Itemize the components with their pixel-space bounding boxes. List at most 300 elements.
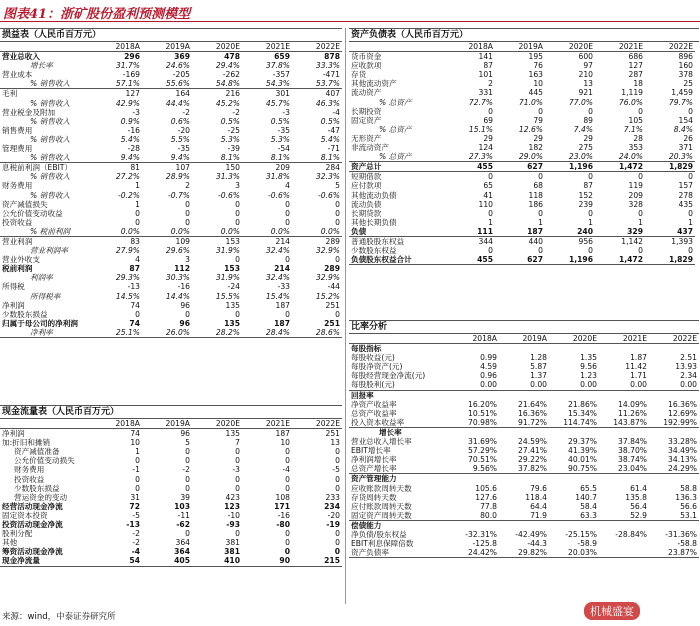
cell-value: 37.82% <box>499 464 549 474</box>
cell-value: 353 <box>628 143 643 153</box>
cell-value: 14.09% <box>618 399 647 409</box>
table-row <box>349 409 699 418</box>
row-label: % 销售收入 <box>30 190 71 200</box>
cell-value: 0 <box>185 483 190 493</box>
year-header-row <box>0 419 342 429</box>
cell-value: 21.86% <box>568 399 597 409</box>
cell-value: -20 <box>327 510 340 520</box>
cell-value: 0 <box>285 199 290 209</box>
cell-value: 29 <box>533 133 543 143</box>
cell-value: 0.0% <box>192 227 242 237</box>
cell-value: 1.35 <box>580 353 597 363</box>
balance-header <box>349 28 699 42</box>
cell-value: 0 <box>185 309 190 319</box>
cell-value: 0 <box>638 106 643 116</box>
header-blank <box>349 42 445 52</box>
cell-value: 38.74% <box>618 455 647 465</box>
row-label: 每股股利(元) <box>349 380 449 390</box>
table-row <box>349 418 699 428</box>
cell-value: 1,393 <box>671 236 693 246</box>
row-label: 每股经营现金净流(元) <box>351 371 426 381</box>
cell-value: 77.0% <box>568 97 593 107</box>
cell-value: 0 <box>285 208 290 218</box>
cell-value: -4 <box>282 465 290 475</box>
cell-value: -2 <box>182 465 190 475</box>
cell-value: 878 <box>324 52 340 62</box>
cell-value: 87 <box>129 264 140 274</box>
cell-value: 296 <box>124 52 140 62</box>
cell-value: 289 <box>324 264 340 274</box>
row-label: EBIT利息保障倍数 <box>351 539 414 549</box>
cell-value: 0 <box>185 474 190 484</box>
cell-value: -2 <box>132 529 140 539</box>
cell-value: 239 <box>578 199 593 209</box>
cell-value: 0.5% <box>270 116 290 126</box>
row-label: 净利润 <box>2 429 25 439</box>
cell-value: -16 <box>277 510 290 520</box>
cell-value: 37.8% <box>265 61 290 71</box>
cell-value: 8.1% <box>292 153 342 163</box>
cell-value: 0 <box>588 172 593 182</box>
cell-value: 0 <box>235 199 240 209</box>
cell-value: 7.4% <box>573 124 593 134</box>
row-label: 每股净资产(元) <box>351 362 403 372</box>
cell-value: 4 <box>135 255 140 265</box>
cell-value: 0 <box>135 474 140 484</box>
table-row <box>0 181 342 190</box>
cell-value: -357 <box>272 70 290 80</box>
cell-value: 0 <box>335 483 340 493</box>
cell-value: 209 <box>628 190 643 200</box>
cell-value: 24.59% <box>518 437 547 447</box>
cell-value: 437 <box>645 227 695 237</box>
watermark-badge: 机械盛宴 <box>584 602 640 620</box>
cashflow-heading: 现金流量表（人民币百万元） <box>2 407 120 417</box>
cell-value: 2.34 <box>680 371 697 381</box>
cell-value: 27.3% <box>445 152 495 162</box>
row-label: 偿债能力 <box>351 520 382 530</box>
cell-value: 921 <box>578 88 593 98</box>
cell-value: 63.3 <box>549 511 599 521</box>
table-row <box>349 474 699 484</box>
cell-value: 5.5% <box>170 134 190 144</box>
table-row <box>0 475 342 484</box>
cell-value: 27.41% <box>518 446 547 456</box>
ratio-header <box>349 320 699 334</box>
cell-value: 24.0% <box>595 152 645 162</box>
cell-value <box>549 390 599 400</box>
cell-value: 1,459 <box>671 88 693 98</box>
cell-value: 1.28 <box>530 353 547 363</box>
cell-value: 12.69% <box>668 408 697 418</box>
year-header: 2020E <box>192 419 242 429</box>
table-row <box>0 126 342 135</box>
cell-value: 0 <box>135 309 140 319</box>
cell-value: 76.0% <box>618 97 643 107</box>
cell-value: 53.1 <box>649 511 699 521</box>
year-header: 2018A <box>445 42 495 52</box>
cell-value: -169 <box>122 70 140 80</box>
cell-value: 28.9% <box>165 172 190 182</box>
table-row <box>349 353 699 362</box>
cell-value: 187 <box>495 227 545 237</box>
table-row <box>0 108 342 117</box>
cell-value: -2 <box>132 538 140 548</box>
cell-value: 627 <box>495 162 545 172</box>
cell-value: 0 <box>335 456 340 466</box>
row-label: EBIT增长率 <box>351 446 391 456</box>
cell-value: 234 <box>324 501 340 511</box>
cell-value: 1,196 <box>545 255 595 265</box>
cell-value: 81 <box>130 163 140 173</box>
cell-value: 1,119 <box>621 88 643 98</box>
row-label: 固定资产周转天数 <box>349 511 449 521</box>
cell-value: 405 <box>142 556 192 566</box>
table-row <box>349 162 695 172</box>
cell-value: 61.4 <box>630 483 647 493</box>
cell-value: 0 <box>688 106 693 116</box>
cell-value: 23.87% <box>649 548 699 558</box>
row-label: 总资产增长率 <box>349 464 449 474</box>
cell-value: 74 <box>130 300 140 310</box>
cell-value: 38.70% <box>618 446 647 456</box>
row-label: 无形资产 <box>351 133 382 143</box>
cell-value: -35 <box>277 125 290 135</box>
cell-value <box>499 474 549 484</box>
table-row <box>349 70 695 79</box>
table-row <box>0 484 342 493</box>
cell-value: -31.36% <box>665 529 697 539</box>
cell-value: 0 <box>638 172 643 182</box>
cell-value: 118 <box>528 190 543 200</box>
cell-value: 0 <box>335 208 340 218</box>
cell-value <box>499 344 549 354</box>
cell-value: 105.6 <box>475 483 497 493</box>
row-label: 货币资金 <box>351 52 382 62</box>
table-row <box>0 52 342 62</box>
table-row <box>349 181 695 190</box>
cell-value: 29 <box>483 133 493 143</box>
cell-value: 29.82% <box>499 548 549 558</box>
income-statement-panel <box>0 28 342 338</box>
cell-value: 90.75% <box>549 464 599 474</box>
row-label: 长期投资 <box>351 106 382 116</box>
row-label: 资产总计 <box>349 162 445 172</box>
table-row <box>349 511 699 521</box>
cell-value: 45.2% <box>215 98 240 108</box>
cell-value: 8.1% <box>242 153 292 163</box>
cell-value: 0 <box>285 538 290 548</box>
table-row <box>0 511 342 520</box>
cell-value: 29.4% <box>215 61 240 71</box>
cell-value: 79.6 <box>530 483 547 493</box>
cell-value: 46.3% <box>315 98 340 108</box>
row-label: 其他流动资产 <box>351 79 397 89</box>
cell-value: 0 <box>185 529 190 539</box>
cell-value: -5 <box>132 510 140 520</box>
cell-value: 101 <box>478 70 493 80</box>
row-label: 营业利润率 <box>30 246 68 256</box>
cell-value: 29.3% <box>115 273 140 283</box>
cell-value: 32.4% <box>265 273 290 283</box>
table-row <box>0 153 342 163</box>
cell-value: 278 <box>678 190 693 200</box>
cell-value: 97 <box>583 61 593 71</box>
cell-value: 74 <box>129 318 140 328</box>
table-row <box>349 143 695 152</box>
row-label: % 总资产 <box>349 152 445 162</box>
cell-value: 105 <box>628 115 643 125</box>
cell-value <box>449 474 499 484</box>
cell-value: -80 <box>276 520 290 530</box>
cell-value: 18 <box>633 79 643 89</box>
cell-value: 107 <box>175 163 190 173</box>
cell-value: 20.03% <box>549 548 599 558</box>
cell-value: 1.87 <box>630 353 647 363</box>
row-label: 净利润增长率 <box>351 455 397 465</box>
year-header: 2019A <box>495 42 545 52</box>
cell-value: 28.2% <box>192 328 242 338</box>
cell-value: 76 <box>533 61 543 71</box>
cell-value: 0 <box>185 208 190 218</box>
cell-value: 284 <box>325 163 340 173</box>
cell-value: 0 <box>688 172 693 182</box>
cell-value: -58.9 <box>577 539 597 549</box>
table-row <box>0 493 342 502</box>
cell-value: -33 <box>277 282 290 292</box>
table-row <box>0 135 342 144</box>
cell-value <box>499 390 549 400</box>
cell-value: 0 <box>235 447 240 457</box>
cell-value: 55.6% <box>142 79 192 89</box>
cell-value: 42.9% <box>115 98 140 108</box>
year-header: 2022E <box>649 334 699 344</box>
cell-value: -3 <box>232 465 240 475</box>
cashflow-header <box>0 405 342 419</box>
cell-value: 31.9% <box>215 246 240 256</box>
cell-value: 0 <box>588 106 593 116</box>
cell-value: 7 <box>235 438 240 448</box>
cell-value: 80.0 <box>449 511 499 521</box>
cell-value: 31.7% <box>115 61 140 71</box>
year-header-row <box>349 42 695 52</box>
cell-value: 34.13% <box>668 455 697 465</box>
cell-value: 56.4 <box>630 501 647 511</box>
cell-value: 627 <box>495 255 545 265</box>
balance-table <box>349 42 695 265</box>
cell-value: 182 <box>528 143 543 153</box>
cell-value: 0 <box>538 246 543 256</box>
cell-value: 44.4% <box>165 98 190 108</box>
row-label: 负债 <box>349 227 445 237</box>
cell-value: 13.93 <box>675 362 697 372</box>
table-row <box>349 246 695 255</box>
row-label: % 总资产 <box>379 124 412 134</box>
cell-value: 54.3% <box>242 79 292 89</box>
cell-value: 20.3% <box>645 152 695 162</box>
cell-value: 0 <box>235 483 240 493</box>
row-label: 短期借款 <box>351 172 382 182</box>
cell-value: -93 <box>226 520 240 530</box>
cell-value <box>449 390 499 400</box>
cashflow-statement-panel <box>0 405 342 567</box>
table-row <box>349 255 695 265</box>
cell-value: 157 <box>678 181 693 191</box>
table-row <box>349 344 699 354</box>
table-row <box>0 282 342 291</box>
cell-value: -32.31% <box>465 529 497 539</box>
cell-value: 0 <box>285 309 290 319</box>
ratio-analysis-panel <box>349 320 699 558</box>
cell-value: 64.4 <box>530 501 547 511</box>
year-header: 2021E <box>599 334 649 344</box>
cell-value: 164 <box>175 89 190 99</box>
cell-value: 110 <box>478 199 493 209</box>
row-label: 营业外收支 <box>2 255 40 265</box>
cell-value: 0 <box>538 208 543 218</box>
cell-value: -62 <box>176 520 190 530</box>
row-label: 净利率 <box>0 328 92 338</box>
table-row <box>349 371 699 380</box>
row-label: 营业成本 <box>2 70 33 80</box>
cell-value: 0.5% <box>220 116 240 126</box>
cell-value: 25.1% <box>92 328 142 338</box>
cell-value: 71.9 <box>499 511 549 521</box>
income-heading: 损益表（人民币百万元） <box>2 30 102 40</box>
cell-value: 124 <box>478 143 493 153</box>
cell-value: 29.6% <box>165 246 190 256</box>
year-header: 2018A <box>92 419 142 429</box>
cell-value: 26 <box>683 133 693 143</box>
cell-value: 5 <box>185 438 190 448</box>
table-row <box>349 390 699 400</box>
row-label: 所得税率 <box>30 291 61 301</box>
cell-value: 0.0% <box>292 227 342 237</box>
cell-value: -35 <box>177 144 190 154</box>
row-label: 总资产收益率 <box>351 408 397 418</box>
cell-value: -39 <box>227 144 240 154</box>
table-row <box>349 548 699 558</box>
cell-value: 1,829 <box>645 255 695 265</box>
cell-value: 216 <box>225 89 240 99</box>
table-row <box>349 362 699 371</box>
cell-value: 0.00 <box>499 380 549 390</box>
cell-value: 32.3% <box>315 172 340 182</box>
cell-value: 28.6% <box>292 328 342 338</box>
cell-value <box>549 344 599 354</box>
row-label: 资产减值损失 <box>2 199 48 209</box>
cell-value: -44 <box>327 282 340 292</box>
table-row <box>0 218 342 227</box>
cell-value: 3 <box>235 181 240 191</box>
cell-value: 32.4% <box>265 246 290 256</box>
year-header: 2018A <box>92 42 142 52</box>
cell-value: 0.0% <box>92 227 142 237</box>
cell-value: 31.8% <box>265 172 290 182</box>
cell-value: 31.9% <box>215 273 240 283</box>
row-label: 少数股东权益 <box>351 246 397 256</box>
row-label: % 销售收入 <box>30 116 71 126</box>
cell-value: 215 <box>292 556 342 566</box>
row-label: 每股指标 <box>351 344 382 354</box>
row-label: 普通股股东权益 <box>351 236 405 246</box>
cell-value: 364 <box>175 538 190 548</box>
cell-value: 0 <box>335 217 340 227</box>
cell-value: 10 <box>533 79 543 89</box>
table-row <box>349 520 699 530</box>
cell-value: 152 <box>578 190 593 200</box>
cell-value: 187 <box>275 300 290 310</box>
cell-value: 154 <box>678 115 693 125</box>
cell-value: 0 <box>235 217 240 227</box>
cell-value: 0 <box>335 538 340 548</box>
cell-value: 37.84% <box>618 437 647 447</box>
cell-value: 112 <box>174 264 190 274</box>
cell-value: 659 <box>274 52 290 62</box>
cell-value: 45.7% <box>265 98 290 108</box>
cell-value: 0 <box>335 529 340 539</box>
cell-value: -0.2% <box>117 190 140 200</box>
cell-value: 0 <box>185 217 190 227</box>
cell-value: 15.34% <box>568 408 597 418</box>
cell-value: 0 <box>335 447 340 457</box>
cell-value: 41 <box>483 190 493 200</box>
cell-value: 21.64% <box>518 399 547 409</box>
cell-value: 103 <box>174 501 190 511</box>
cell-value <box>549 427 599 437</box>
cell-value: 72 <box>129 501 140 511</box>
row-label: 筹资活动现金净流 <box>2 547 63 557</box>
cell-value: 440 <box>528 236 543 246</box>
cell-value: 369 <box>174 52 190 62</box>
cell-value: 32.9% <box>315 246 340 256</box>
cell-value: 423 <box>225 492 240 502</box>
ratio-heading: 比率分析 <box>351 322 388 332</box>
cell-value: 0 <box>638 208 643 218</box>
cell-value: 0 <box>334 547 340 557</box>
cell-value: 171 <box>274 501 290 511</box>
cell-value: -2 <box>182 107 190 117</box>
cell-value: 0 <box>235 474 240 484</box>
cell-value: 0 <box>335 255 340 265</box>
cell-value: -47 <box>327 125 340 135</box>
cell-value: 127 <box>125 89 140 99</box>
ratio-table <box>349 334 699 558</box>
cell-value: 0 <box>688 208 693 218</box>
cell-value: -4 <box>131 547 140 557</box>
table-row <box>0 255 342 264</box>
cashflow-table <box>0 419 342 567</box>
row-label: 投入资本收益率 <box>349 418 449 428</box>
cell-value: 4 <box>285 181 290 191</box>
row-label: 管理费用 <box>2 144 33 154</box>
cell-value: 187 <box>274 318 290 328</box>
cell-value: 0 <box>235 529 240 539</box>
cell-value: 364 <box>174 547 190 557</box>
cell-value: 74 <box>130 429 140 439</box>
row-label: 存货 <box>351 70 367 80</box>
cell-value: 240 <box>545 227 595 237</box>
cell-value: 0.00 <box>549 380 599 390</box>
cell-value: -0.6% <box>217 190 240 200</box>
table-row <box>349 134 695 143</box>
cell-value: -262 <box>222 70 240 80</box>
cell-value: 79 <box>533 115 543 125</box>
row-label: 其他 <box>2 538 18 548</box>
cell-value: 41.39% <box>568 446 597 456</box>
cell-value: 136.3 <box>675 492 697 502</box>
cell-value: 2 <box>185 181 190 191</box>
